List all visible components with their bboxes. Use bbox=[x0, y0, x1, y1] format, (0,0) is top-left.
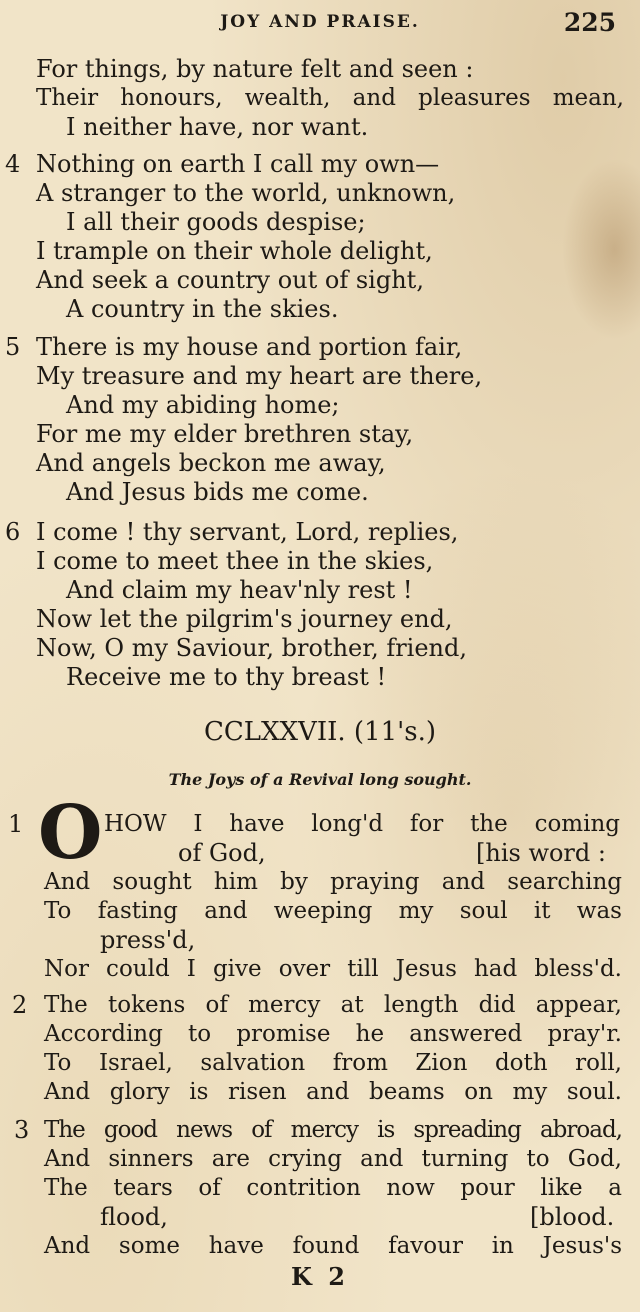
verse-line: My treasure and my heart are there, bbox=[36, 362, 483, 390]
verse-line: Receive me to thy breast ! bbox=[66, 663, 387, 691]
verse-number: 2 bbox=[12, 991, 28, 1019]
verse-line: press'd, bbox=[100, 926, 196, 954]
verse-line: Now let the pilgrim's journey end, bbox=[36, 605, 453, 633]
verse-line: I come ! thy servant, Lord, replies, bbox=[36, 518, 459, 546]
verse-line: The good news of mercy is spreading abroad, bbox=[44, 1117, 622, 1143]
drop-cap: O bbox=[38, 790, 103, 876]
verse-number: 6 bbox=[5, 518, 21, 546]
printer-signature: K 2 bbox=[291, 1262, 349, 1291]
hymn-subtitle: The Joys of a Revival long sought. bbox=[168, 770, 472, 789]
verse-line: To Israel, salvation from Zion doth roll, bbox=[44, 1050, 622, 1076]
verse-line: And seek a country out of sight, bbox=[36, 266, 424, 294]
verse-line: The tokens of mercy at length did appear, bbox=[44, 992, 622, 1018]
hymn-number-title: CCLXXVII. (11's.) bbox=[203, 717, 437, 747]
verse-line: And my abiding home; bbox=[66, 391, 340, 419]
verse-line: I neither have, nor want. bbox=[66, 113, 369, 141]
verse-line: I come to meet thee in the skies, bbox=[36, 547, 434, 575]
verse-line: To fasting and weeping my soul it was bbox=[44, 898, 622, 924]
verse-line: For me my elder brethren stay, bbox=[36, 420, 414, 448]
verse-line: A stranger to the world, unknown, bbox=[36, 179, 456, 207]
page-header bbox=[0, 8, 640, 40]
page-number: 225 bbox=[563, 8, 616, 37]
verse-line: A country in the skies. bbox=[66, 295, 339, 323]
verse-line: I all their goods despise; bbox=[66, 208, 366, 236]
verse-number: 5 bbox=[5, 333, 21, 361]
verse-line-turnover: [his word : bbox=[476, 839, 606, 867]
verse-line: For things, by nature felt and seen : bbox=[36, 55, 474, 83]
running-title: JOY AND PRAISE. bbox=[220, 12, 420, 32]
verse-line: of God, bbox=[178, 839, 266, 867]
verse-number: 4 bbox=[5, 150, 21, 178]
verse-line: Nor could I give over till Jesus had bless'd. bbox=[44, 956, 622, 982]
verse-line: HOW I have long'd for the coming bbox=[104, 811, 620, 837]
verse-line: flood, bbox=[100, 1203, 168, 1231]
verse-line: And angels beckon me away, bbox=[36, 449, 386, 477]
verse-line: And Jesus bids me come. bbox=[66, 478, 369, 506]
verse-line: Now, O my Saviour, brother, friend, bbox=[36, 634, 468, 662]
verse-number: 1 bbox=[8, 810, 24, 838]
verse-line: There is my house and portion fair, bbox=[36, 333, 463, 361]
verse-line: I trample on their whole delight, bbox=[36, 237, 433, 265]
verse-line: And glory is risen and beams on my soul. bbox=[44, 1079, 622, 1105]
verse-line-turnover: [blood. bbox=[530, 1203, 615, 1231]
verse-line: Their honours, wealth, and pleasures mean, bbox=[36, 85, 624, 111]
verse-line: According to promise he answered pray'r. bbox=[44, 1021, 622, 1047]
verse-line: And some have found favour in Jesus's bbox=[44, 1233, 622, 1259]
verse-line: Nothing on earth I call my own— bbox=[36, 150, 440, 178]
verse-line: The tears of contrition now pour like a bbox=[44, 1175, 622, 1201]
verse-line: And sought him by praying and searching bbox=[44, 869, 622, 895]
verse-line: And claim my heav'nly rest ! bbox=[66, 576, 413, 604]
verse-line: And sinners are crying and turning to God, bbox=[44, 1146, 622, 1172]
verse-number: 3 bbox=[14, 1116, 30, 1144]
